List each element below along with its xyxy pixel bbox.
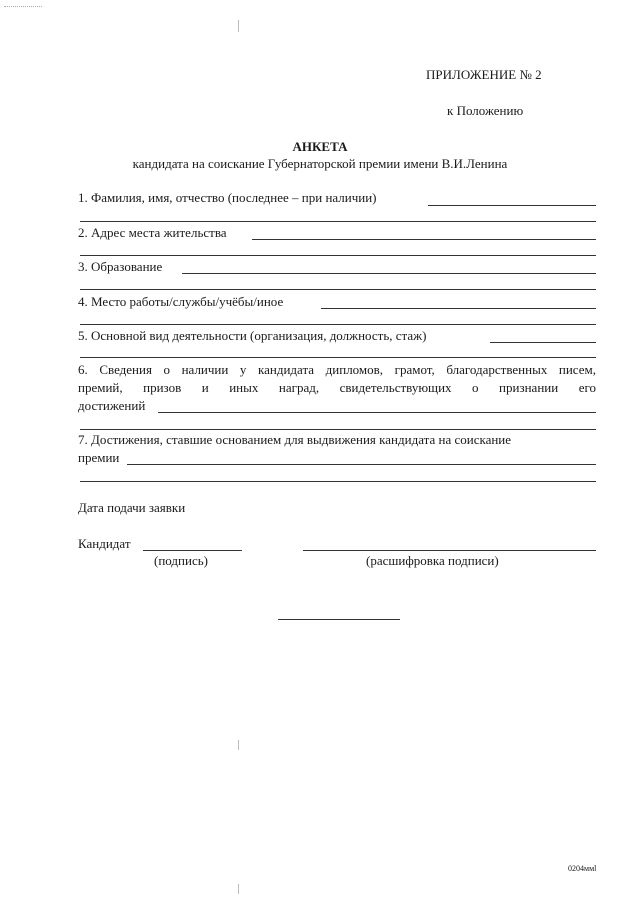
- field-awards-label-line3: достижений: [78, 398, 146, 413]
- field-achievements-input[interactable]: [127, 464, 596, 465]
- form-title: АНКЕТА: [292, 139, 348, 154]
- field-awards-input-line2[interactable]: [80, 429, 596, 430]
- scan-mark: [238, 740, 239, 750]
- form-subtitle: кандидата на соискание Губернаторской премии имени В.И.Ленина: [132, 156, 508, 171]
- appendix-number: ПРИЛОЖЕНИЕ № 2: [426, 67, 542, 82]
- signature-input[interactable]: [143, 550, 242, 551]
- signature-decryption-input[interactable]: [303, 550, 596, 551]
- document-code: 0204ммl: [568, 864, 597, 873]
- closing-divider: [278, 619, 400, 620]
- field-achievements-label-line1: 7. Достижения, ставшие основанием для выдвижения кандидата на соискание: [78, 432, 512, 447]
- field-full-name-input[interactable]: [428, 205, 596, 206]
- decryption-caption: (расшифровка подписи): [366, 553, 499, 568]
- field-workplace-input[interactable]: [321, 308, 596, 309]
- field-education-input-line2[interactable]: [80, 289, 596, 290]
- field-full-name-input-line2[interactable]: [80, 221, 596, 222]
- field-achievements-label-line2: премии: [78, 450, 120, 465]
- field-workplace-input-line2[interactable]: [80, 324, 596, 325]
- field-awards-label-line1: 6. Сведения о наличии у кандидата дипломов, грамот, благодарственных писем,: [78, 362, 596, 377]
- field-activity-input[interactable]: [490, 342, 596, 343]
- field-awards-input[interactable]: [158, 412, 596, 413]
- date-label: Дата подачи заявки: [78, 500, 186, 515]
- field-activity-label: 5. Основной вид деятельности (организация, должность, стаж): [78, 328, 427, 343]
- field-activity-input-line2[interactable]: [80, 357, 596, 358]
- field-address-input[interactable]: [252, 239, 596, 240]
- scan-mark: [238, 20, 239, 32]
- scan-mark: [4, 6, 42, 7]
- field-awards-label-line2: премий, призов и иных наград, свидетельствующих о признании его: [78, 380, 596, 395]
- field-workplace-label: 4. Место работы/службы/учёбы/иное: [78, 294, 284, 309]
- field-address-input-line2[interactable]: [80, 255, 596, 256]
- field-full-name-label: 1. Фамилия, имя, отчество (последнее – при наличии): [78, 190, 377, 205]
- signature-caption: (подпись): [154, 553, 208, 568]
- field-education-input[interactable]: [182, 273, 596, 274]
- field-address-label: 2. Адрес места жительства: [78, 225, 227, 240]
- field-achievements-input-line2[interactable]: [80, 481, 596, 482]
- field-education-label: 3. Образование: [78, 259, 163, 274]
- scan-mark: [238, 884, 239, 894]
- candidate-label: Кандидат: [78, 536, 131, 551]
- to-regulation: к Положению: [447, 103, 524, 118]
